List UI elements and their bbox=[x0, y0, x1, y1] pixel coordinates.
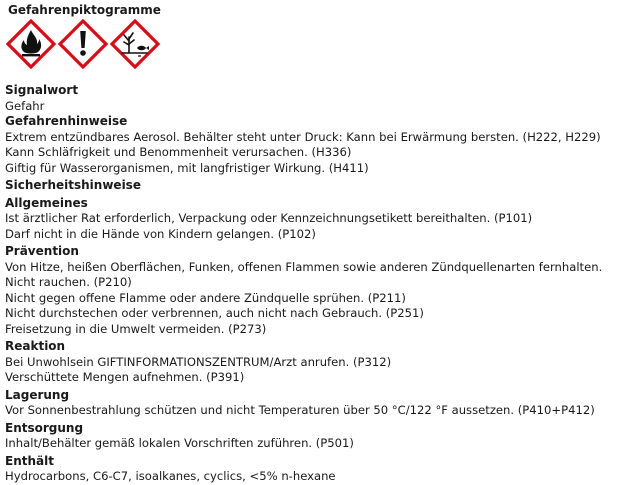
signal-word-label: Signalwort bbox=[5, 83, 79, 97]
prevention-label: Prävention bbox=[5, 244, 79, 258]
general-label: Allgemeines bbox=[5, 195, 88, 210]
hazard-statements-label: Gefahrenhinweise bbox=[5, 114, 128, 128]
reaction-label: Reaktion bbox=[5, 339, 66, 353]
disposal-statement: Inhalt/Behälter gemäß lokalen Vorschriften zuführen. (P501) bbox=[5, 436, 354, 450]
hazard-statement: Giftig für Wasserorganismen, mit langfristiger Wirkung. (H411) bbox=[5, 160, 369, 175]
pictograms-heading: Gefahrenpiktogramme bbox=[8, 3, 161, 17]
pictogram-row bbox=[6, 19, 623, 69]
hazard-statement: Kann Schläfrigkeit und Benommenheit verursachen. (H336) bbox=[5, 145, 352, 159]
reaction-statement: Verschüttete Mengen aufnehmen. (P391) bbox=[5, 370, 245, 384]
storage-statement: Vor Sonnenbestrahlung schützen und nicht Temperaturen über 50 °C/122 °F aussetzen. (P410+P412) bbox=[5, 403, 595, 417]
prevention-statement: Freisetzung in die Umwelt vermeiden. (P273) bbox=[5, 321, 267, 336]
flame-icon bbox=[6, 19, 56, 69]
contains-value: Hydrocarbons, C6-C7, isoalkanes, cyclics, <5% n-hexane bbox=[5, 469, 336, 483]
exclamation-mark-icon bbox=[58, 19, 108, 69]
storage-label: Lagerung bbox=[5, 387, 70, 402]
signal-word-value: Gefahr bbox=[5, 98, 45, 113]
contains-label: Enthält bbox=[5, 453, 54, 468]
safety-statements-section bbox=[5, 178, 623, 485]
hazard-statement: Extrem entzündbares Aerosol. Behälter steht unter Druck: Kann bei Erwärmung bersten. (H222, H229) bbox=[5, 129, 601, 144]
hazard-statements-section bbox=[5, 114, 623, 176]
signal-word-section bbox=[5, 83, 623, 114]
prevention-statement: Nicht durchstechen oder verbrennen, auch nicht nach Gebrauch. (P251) bbox=[5, 306, 424, 320]
disposal-label: Entsorgung bbox=[5, 420, 84, 435]
prevention-statement: Von Hitze, heißen Oberflächen, Funken, offenen Flammen sowie anderen Zündquellenarten fernhalten. Nicht rauchen. (P210) bbox=[5, 259, 603, 289]
prevention-statement: Nicht gegen offene Flamme oder andere Zündquelle sprühen. (P211) bbox=[5, 290, 406, 305]
safety-statements-label: Sicherheitshinweise bbox=[5, 178, 141, 192]
environment-icon bbox=[110, 19, 160, 69]
reaction-statement: Bei Unwohlsein GIFTINFORMATIONSZENTRUM/Arzt anrufen. (P312) bbox=[5, 354, 392, 369]
general-statement: Darf nicht in die Hände von Kindern gelangen. (P102) bbox=[5, 226, 316, 241]
general-statement: Ist ärztlicher Rat erforderlich, Verpackung oder Kennzeichnungsetikett bereithalten. (P101) bbox=[5, 211, 533, 225]
